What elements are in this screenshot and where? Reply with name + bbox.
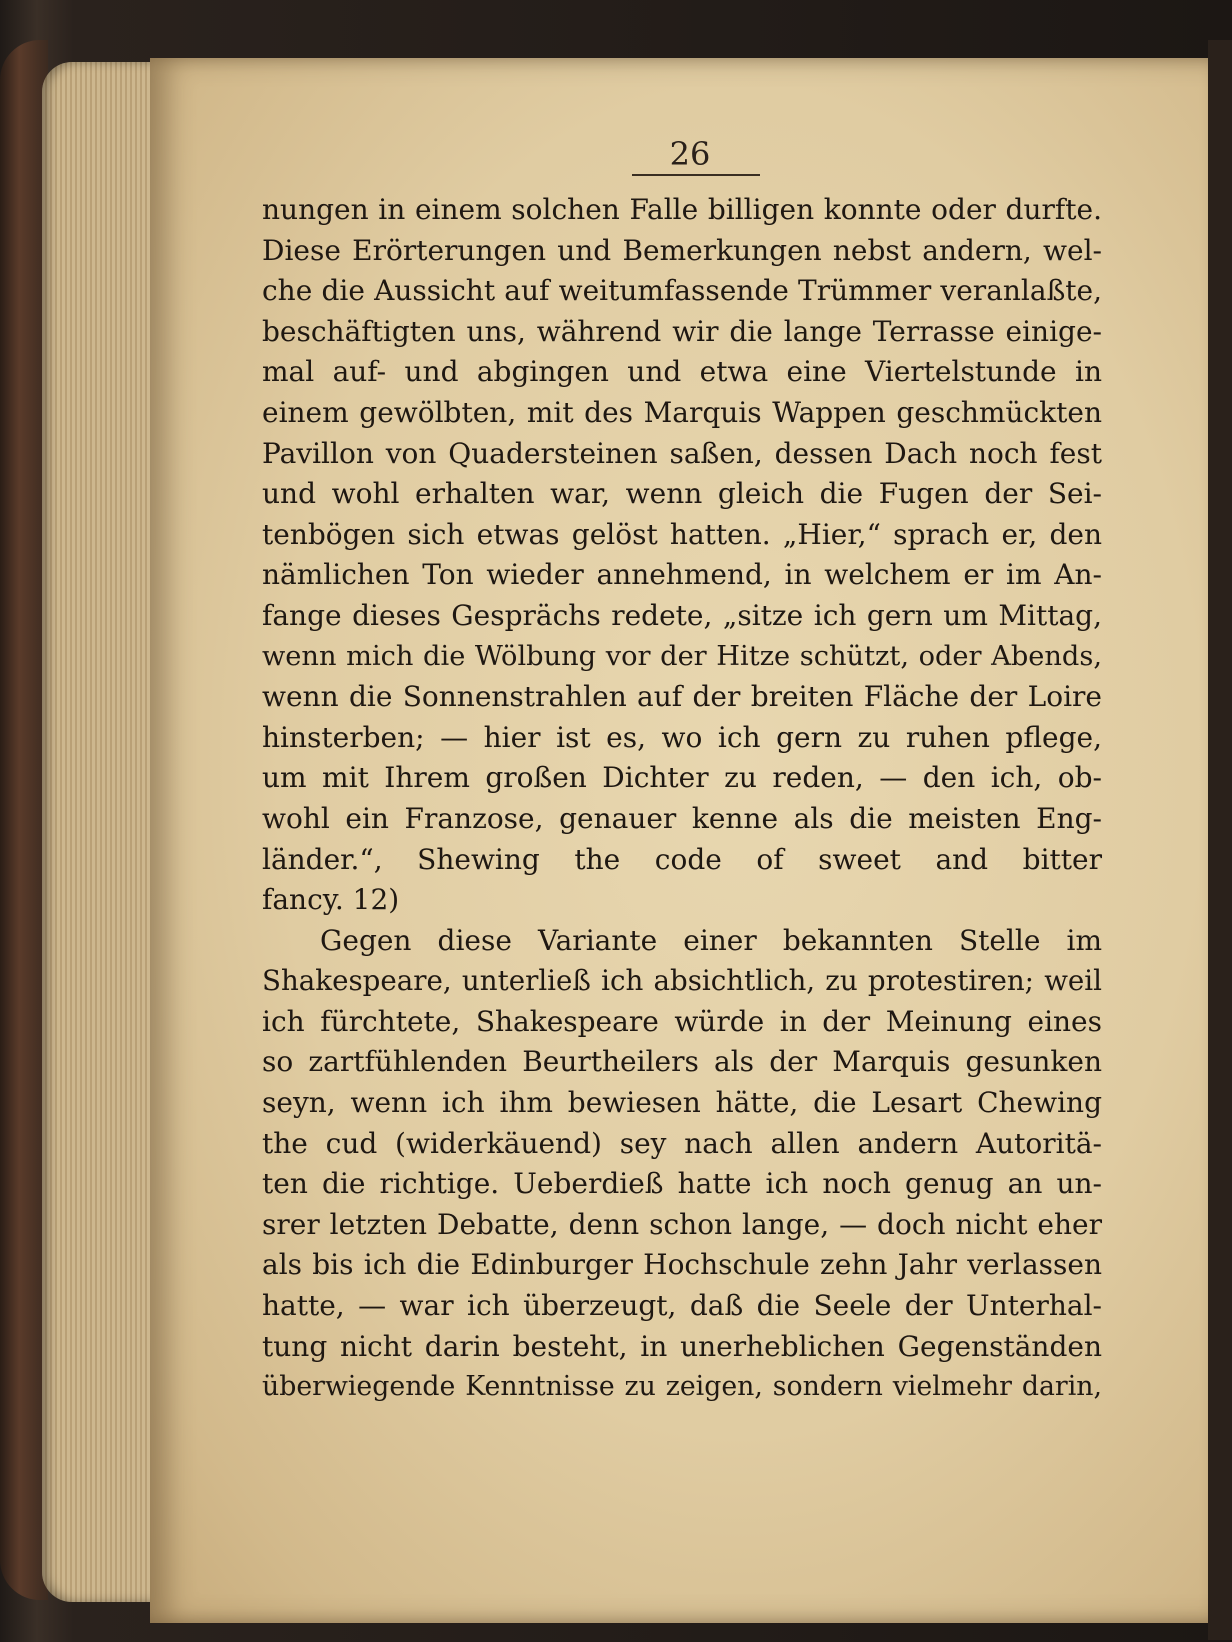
text-line: hinsterben; — hier ist es, wo ich gern zu ruhen pflege,	[262, 720, 1102, 754]
text-line: Gegen diese Variante einer bekannten Stelle im	[320, 923, 1102, 957]
text-line: hatte, — war ich überzeugt, daß die Seele der Unterhal-	[262, 1289, 1102, 1323]
book-binding-edge	[1208, 40, 1232, 1640]
text-line: mal auf- und abgingen und etwa eine Viertelstunde in	[262, 355, 1102, 389]
text-line: che die Aussicht auf weitumfassende Trümmer veranlaßte,	[262, 274, 1102, 308]
text-line: länder.“, Shewing the code of sweet and bitter	[262, 842, 1102, 876]
page-number: 26	[669, 135, 711, 173]
page-text	[262, 190, 1102, 1408]
text-line: beschäftigten uns, während wir die lange Terrasse einige-	[262, 314, 1102, 348]
text-line: the cud (widerkäuend) sey nach allen andern Autoritä-	[262, 1126, 1102, 1160]
text-line: wohl ein Franzose, genauer kenne als die meisten Eng-	[262, 801, 1102, 835]
text-line: ten die richtige. Ueberdieß hatte ich noch genug an un-	[262, 1167, 1102, 1201]
page-stack-edges	[42, 62, 162, 1602]
text-line: Shakespeare, unterließ ich absichtlich, zu protestiren; weil	[262, 964, 1102, 998]
text-line: um mit Ihrem großen Dichter zu reden, — den ich, ob-	[262, 761, 1102, 795]
text-line: fange dieses Gesprächs redete, „sitze ich gern um Mittag,	[262, 598, 1102, 632]
text-line: ich fürchtete, Shakespeare würde in der Meinung eines	[262, 1004, 1102, 1038]
text-line: wenn die Sonnenstrahlen auf der breiten Fläche der Loire	[262, 680, 1102, 714]
text-line: so zartfühlenden Beurtheilers als der Marquis gesunken	[262, 1045, 1102, 1079]
text-line: tenbögen sich etwas gelöst hatten. „Hier,“ sprach er, den	[262, 517, 1102, 551]
text-line: tung nicht darin besteht, in unerheblichen Gegenständen	[262, 1329, 1102, 1363]
text-line: Pavillon von Quadersteinen saßen, dessen Dach noch fest	[262, 436, 1102, 470]
text-line: und wohl erhalten war, wenn gleich die Fugen der Sei-	[262, 477, 1102, 511]
book-cover-edge	[0, 40, 48, 1600]
page-number-rule	[632, 174, 760, 176]
text-line: überwiegende Kenntnisse zu zeigen, sondern vielmehr darin,	[262, 1371, 1102, 1403]
text-line: srer letzten Debatte, denn schon lange, — doch nicht eher	[262, 1207, 1102, 1241]
text-line: Diese Erörterungen und Bemerkungen nebst andern, wel-	[262, 233, 1102, 267]
text-line: einem gewölbten, mit des Marquis Wappen geschmückten	[262, 395, 1102, 429]
text-line: wenn mich die Wölbung vor der Hitze schützt, oder Abends,	[262, 640, 1102, 672]
text-line: fancy. 12)	[262, 883, 400, 917]
text-line: seyn, wenn ich ihm bewiesen hätte, die Lesart Chewing	[262, 1086, 1102, 1120]
text-line: als bis ich die Edinburger Hochschule zehn Jahr verlassen	[262, 1248, 1102, 1282]
text-line: nungen in einem solchen Falle billigen konnte oder durfte.	[262, 193, 1102, 226]
text-line: nämlichen Ton wieder annehmend, in welchem er im An-	[262, 558, 1102, 592]
